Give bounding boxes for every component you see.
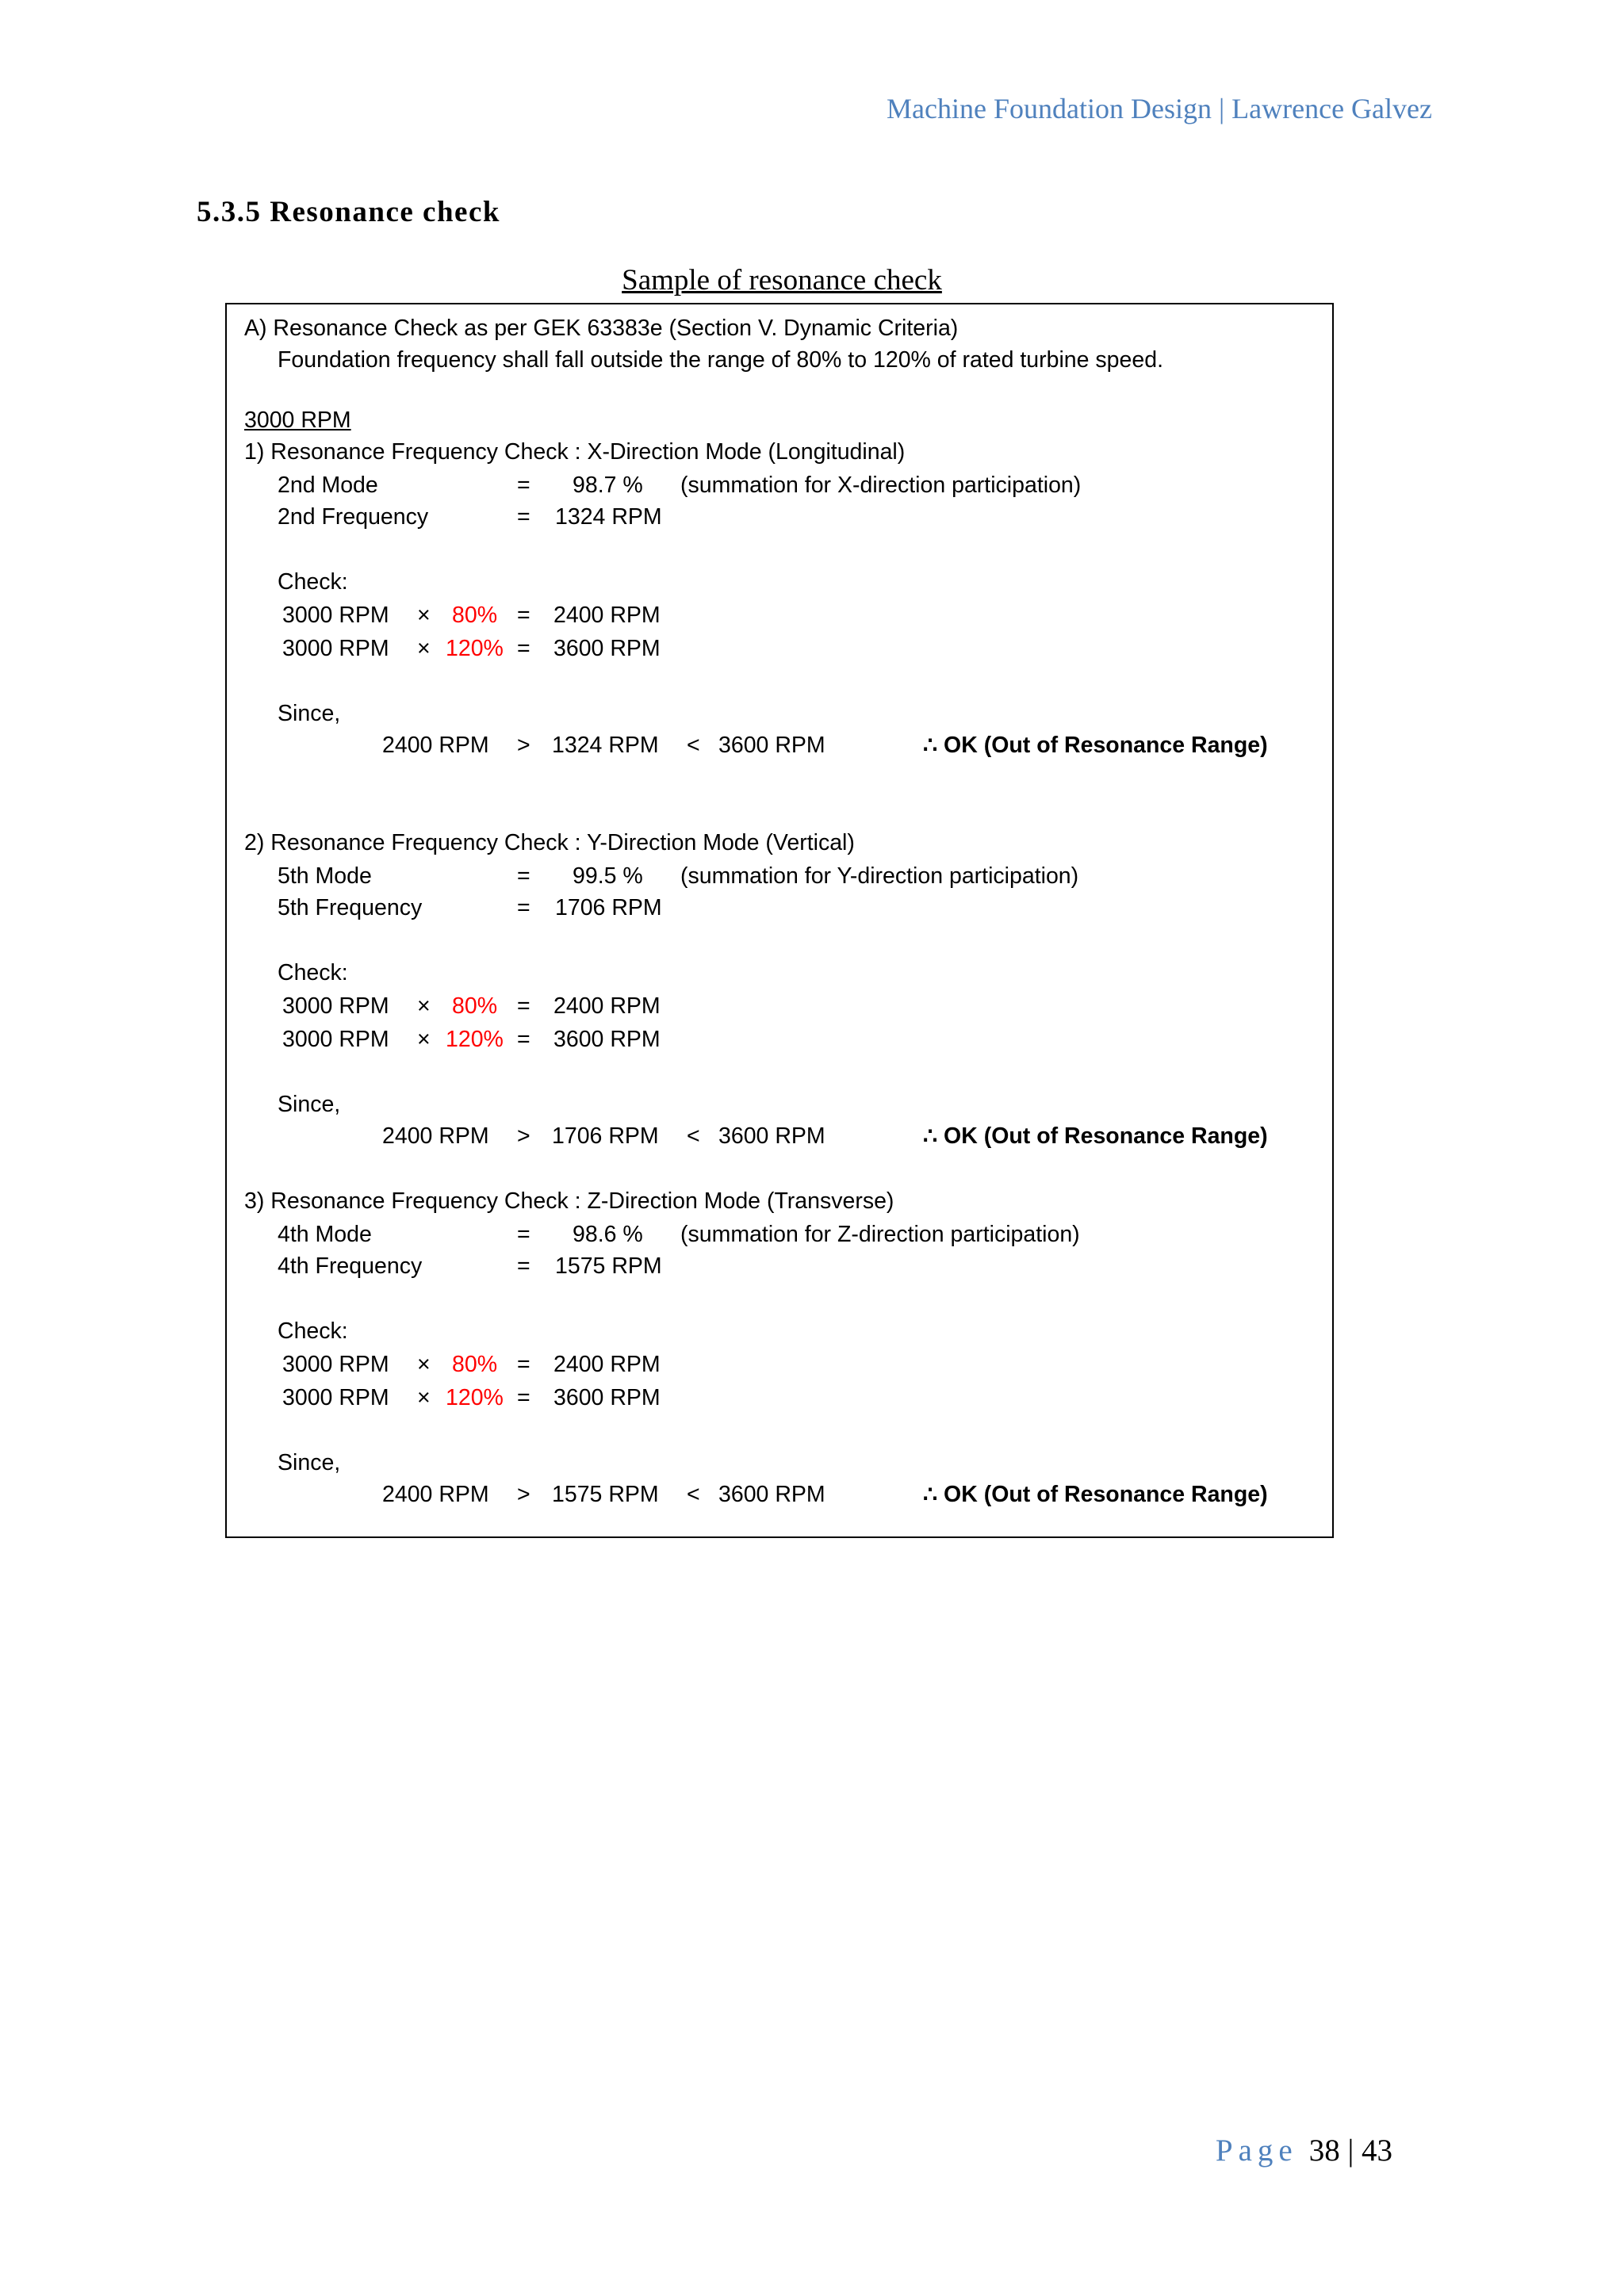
low-pct-2: 80% xyxy=(452,993,498,1019)
result-left-1: 2400 RPM xyxy=(382,733,489,758)
low-pct-3: 80% xyxy=(452,1352,498,1377)
high-base-3: 3000 RPM xyxy=(282,1385,389,1410)
participation-note-2: (summation for Y-direction participation) xyxy=(680,863,1079,889)
section-title: 5.3.5 Resonance check xyxy=(197,196,500,228)
result-lt-1: < xyxy=(687,733,700,758)
ok-result-1: ∴ OK (Out of Resonance Range) xyxy=(923,733,1268,758)
result-lt-2: < xyxy=(687,1123,700,1149)
high-base-2: 3000 RPM xyxy=(282,1027,389,1052)
low-equals-2: = xyxy=(517,993,530,1019)
low-base-3: 3000 RPM xyxy=(282,1352,389,1377)
result-right-1: 3600 RPM xyxy=(718,733,825,758)
speed-title: 3000 RPM xyxy=(244,408,351,433)
check-title-2: 2) Resonance Frequency Check : Y-Direction Mode (Vertical) xyxy=(244,830,855,855)
page-footer xyxy=(1216,2133,1392,2168)
mode-label-2: 5th Mode xyxy=(278,863,372,889)
freq-value-1: 1324 RPM xyxy=(555,504,662,530)
low-equals-3: = xyxy=(517,1352,530,1377)
freq-equals-3: = xyxy=(517,1253,530,1279)
high-times-2: × xyxy=(417,1027,431,1052)
since-label-2: Since, xyxy=(278,1092,341,1117)
low-result-3: 2400 RPM xyxy=(553,1352,661,1377)
intro-line-1: A) Resonance Check as per GEK 63383e (Section V. Dynamic Criteria) xyxy=(244,316,959,341)
ok-result-2: ∴ OK (Out of Resonance Range) xyxy=(923,1123,1268,1149)
mode-value-2: 99.5 % xyxy=(573,863,643,889)
result-right-2: 3600 RPM xyxy=(718,1123,825,1149)
low-times-2: × xyxy=(417,993,431,1019)
high-equals-2: = xyxy=(517,1027,530,1052)
low-times-3: × xyxy=(417,1352,431,1377)
low-equals-1: = xyxy=(517,603,530,628)
check-label-3: Check: xyxy=(278,1318,348,1344)
low-pct-1: 80% xyxy=(452,603,498,628)
high-times-3: × xyxy=(417,1385,431,1410)
result-right-3: 3600 RPM xyxy=(718,1482,825,1507)
resonance-check-box xyxy=(225,303,1334,1538)
result-lt-3: < xyxy=(687,1482,700,1507)
intro-line-2: Foundation frequency shall fall outside the range of 80% to 120% of rated turbine speed. xyxy=(278,347,1163,373)
high-equals-1: = xyxy=(517,636,530,661)
participation-note-3: (summation for Z-direction participation) xyxy=(680,1222,1080,1247)
result-gt-1: > xyxy=(517,733,530,758)
mode-value-3: 98.6 % xyxy=(573,1222,643,1247)
low-times-1: × xyxy=(417,603,431,628)
low-base-1: 3000 RPM xyxy=(282,603,389,628)
high-base-1: 3000 RPM xyxy=(282,636,389,661)
check-label-1: Check: xyxy=(278,569,348,595)
result-gt-3: > xyxy=(517,1482,530,1507)
since-label-1: Since, xyxy=(278,701,341,726)
mode-label-1: 2nd Mode xyxy=(278,473,378,498)
high-pct-1: 120% xyxy=(446,636,504,661)
low-base-2: 3000 RPM xyxy=(282,993,389,1019)
freq-label-2: 5th Frequency xyxy=(278,895,423,920)
page-label: Page xyxy=(1215,2133,1298,2168)
low-result-1: 2400 RPM xyxy=(553,603,661,628)
freq-label-3: 4th Frequency xyxy=(278,1253,423,1279)
page-numbers: 38 | 43 xyxy=(1308,2133,1392,2168)
since-label-3: Since, xyxy=(278,1450,341,1475)
freq-equals-2: = xyxy=(517,895,530,920)
high-pct-3: 120% xyxy=(446,1385,504,1410)
mode-equals-2: = xyxy=(517,863,530,889)
high-equals-3: = xyxy=(517,1385,530,1410)
mode-value-1: 98.7 % xyxy=(573,473,643,498)
figure-caption: Sample of resonance check xyxy=(622,264,942,297)
result-left-2: 2400 RPM xyxy=(382,1123,489,1149)
result-mid-1: 1324 RPM xyxy=(552,733,659,758)
high-result-3: 3600 RPM xyxy=(553,1385,661,1410)
result-mid-2: 1706 RPM xyxy=(552,1123,659,1149)
high-result-2: 3600 RPM xyxy=(553,1027,661,1052)
check-label-2: Check: xyxy=(278,960,348,985)
result-left-3: 2400 RPM xyxy=(382,1482,489,1507)
freq-label-1: 2nd Frequency xyxy=(278,504,429,530)
freq-value-3: 1575 RPM xyxy=(555,1253,662,1279)
high-times-1: × xyxy=(417,636,431,661)
ok-result-3: ∴ OK (Out of Resonance Range) xyxy=(923,1482,1268,1507)
result-mid-3: 1575 RPM xyxy=(552,1482,659,1507)
check-title-1: 1) Resonance Frequency Check : X-Direction Mode (Longitudinal) xyxy=(244,439,906,465)
result-gt-2: > xyxy=(517,1123,530,1149)
high-result-1: 3600 RPM xyxy=(553,636,661,661)
mode-equals-1: = xyxy=(517,473,530,498)
freq-value-2: 1706 RPM xyxy=(555,895,662,920)
participation-note-1: (summation for X-direction participation) xyxy=(680,473,1082,498)
freq-equals-1: = xyxy=(517,504,530,530)
high-pct-2: 120% xyxy=(446,1027,504,1052)
mode-label-3: 4th Mode xyxy=(278,1222,372,1247)
mode-equals-3: = xyxy=(517,1222,530,1247)
page-header: Machine Foundation Design | Lawrence Galvez xyxy=(887,93,1432,124)
low-result-2: 2400 RPM xyxy=(553,993,661,1019)
check-title-3: 3) Resonance Frequency Check : Z-Direction Mode (Transverse) xyxy=(244,1188,894,1214)
